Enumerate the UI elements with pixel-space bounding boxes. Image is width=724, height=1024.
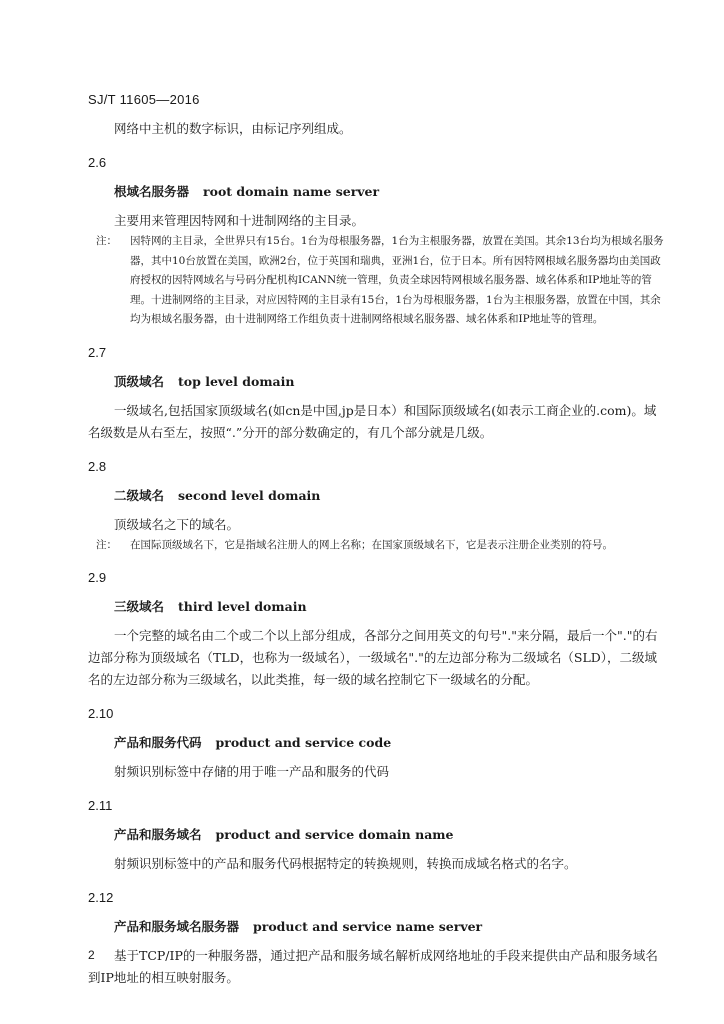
term-en: product and service name server xyxy=(253,919,483,934)
term-en: product and service code xyxy=(215,735,392,750)
note-text: 因特网的主目录，全世界只有15台。1台为母根服务器，1台为主根服务器，放置在美国。其余13台均为根域名服务器，其中10台放置在美国，欧洲2台，位于英国和瑞典，亚洲1台，位于日本。所有因特网根域名服务器均由美国政府授权的因特网域名与号码分配机构ICANN统一管理，负责全球因特网根域名服务器、域名体系和IP地址等的管理。十进制网络的主目录，对应因特网的主目录有15台，1台为母根服务器，1台为主根服务器，放置在中国，其余均为根域名服务器，由十进制网络工作组负责十进制网络根域名服务器、域名体系和IP地址等的管理。 xyxy=(130,235,664,325)
section xyxy=(88,890,666,989)
term-heading xyxy=(88,733,666,751)
section xyxy=(88,345,666,444)
section xyxy=(88,798,666,875)
section xyxy=(88,570,666,691)
term-en: top level domain xyxy=(178,373,295,389)
note-text: 在国际顶级域名下，它是指域名注册人的网上名称；在国家顶级域名下，它是表示注册企业类别的符号。 xyxy=(130,538,613,551)
term-zh: 顶级域名 xyxy=(114,373,165,389)
definition: 基于TCP/IP的一种服务器，通过把产品和服务域名解析成网络地址的手段来提供由产品和服务域名到IP地址的相互映射服务。 xyxy=(88,948,658,985)
section xyxy=(88,706,666,783)
intro-paragraph: 网络中主机的数字标识，由标记序列组成。 xyxy=(114,121,352,136)
definition: 一级域名,包括国家顶级域名(如cn是中国,jp是日本）和国际顶级域名(如表示工商企业的.com)。域名级数是从右至左，按照“.”分开的部分数确定的，有几个部分就是几级。 xyxy=(88,402,657,440)
term-heading xyxy=(88,372,666,390)
section-number: 2.7 xyxy=(88,344,107,360)
term-zh: 产品和服务域名 xyxy=(114,827,202,842)
note-label: 注： xyxy=(96,538,117,551)
section-number: 2.6 xyxy=(88,155,107,170)
section xyxy=(88,155,666,330)
definition: 射频识别标签中的产品和服务代码根据特定的转换规则，转换而成域名格式的名字。 xyxy=(114,856,577,871)
section-number: 2.9 xyxy=(88,570,107,585)
section-number: 2.11 xyxy=(88,798,113,813)
standard-code: SJ/T 11605—2016 xyxy=(88,92,200,107)
term-zh: 三级域名 xyxy=(114,599,165,614)
term-zh: 产品和服务域名服务器 xyxy=(114,919,240,934)
term-zh: 二级域名 xyxy=(114,487,165,503)
term-heading xyxy=(88,597,666,615)
note xyxy=(88,232,666,330)
page-number: 2 xyxy=(88,948,95,962)
term-en: root domain name server xyxy=(203,184,380,199)
term-heading xyxy=(88,182,666,200)
section-number: 2.10 xyxy=(88,706,114,721)
content xyxy=(88,118,666,989)
term-en: second level domain xyxy=(178,487,321,503)
definition: 主要用来管理因特网和十进制网络的主目录。 xyxy=(114,213,365,228)
section-number: 2.8 xyxy=(88,458,107,474)
definition: 一个完整的域名由二个或二个以上部分组成，各部分之间用英文的句号"."来分隔，最后一个"."的右边部分称为顶级域名（TLD，也称为一级域名），一级域名"."的左边部分称为二级域名（SLD），二级域名的左边部分称为三级域名，以此类推，每一级的域名控制它下一级域名的分配。 xyxy=(88,628,658,687)
section-number: 2.12 xyxy=(88,890,114,905)
term-zh: 产品和服务代码 xyxy=(114,735,202,750)
term-en: product and service domain name xyxy=(215,827,454,842)
term-heading xyxy=(88,917,666,935)
note-label: 注： xyxy=(96,235,117,247)
term-heading xyxy=(88,825,666,843)
definition: 射频识别标签中存储的用于唯一产品和服务的代码 xyxy=(114,764,390,779)
term-heading xyxy=(88,486,666,504)
definition: 顶级域名之下的域名。 xyxy=(114,516,240,532)
term-en: third level domain xyxy=(178,599,307,614)
term-zh: 根域名服务器 xyxy=(114,184,190,199)
section xyxy=(88,459,666,556)
note xyxy=(88,536,666,556)
